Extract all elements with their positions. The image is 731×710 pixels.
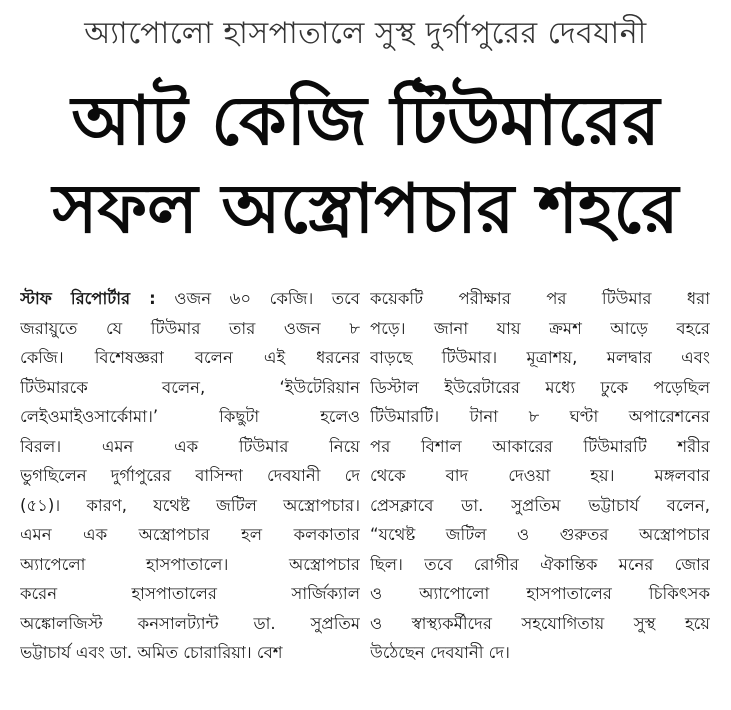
body-line: পড়ে। জানা যায় ক্রমশ আড়ে বহরে [370,318,710,338]
body-line [20,284,360,314]
body-line: ছিল। তবে রোগীর ঐকান্তিক মনের জোর [370,554,710,574]
body-line: জরায়ুতে যে টিউমার তার ওজন ৮ [20,318,360,338]
body-column-left [20,284,360,704]
body-line: লেইওমাইওসার্কোমা।’ কিছুটা হলেও [20,407,360,426]
body-line: এমন এক অস্ত্রোপচার হল কলকাতার [20,525,360,544]
body-line: বাড়ছে টিউমার। মূত্রাশয়, মলদ্বার এবং [370,348,710,367]
body-line: টিউমারটি। টানা ৮ ঘণ্টা অপারেশনের [370,407,710,426]
headline-line-1: আট কেজি টিউমারের [71,82,660,161]
body-line: (৫১)। কারণ, যথেষ্ট জটিল অস্ত্রোপচার। [20,495,360,515]
body-line: কয়েকটি পরীক্ষার পর টিউমার ধরা [370,289,710,308]
body-line: প্রেসক্লাবে ডা. সুপ্রতিম ভট্টাচার্য বলেন, [370,495,710,515]
body-line: বিরল। এমন এক টিউমার নিয়ে [20,436,360,456]
article-body [20,284,710,704]
byline: স্টাফ রিপোর্টার : [20,289,156,308]
body-line: পর বিশাল আকারের টিউমারটি শরীর [370,436,710,456]
body-line: অ্যাপেলো হাসপাতালে। অস্ত্রোপচার [20,554,360,574]
body-line: টিউমারকে বলেন, ‘ইউটেরিয়ান [20,377,360,397]
body-line: করেন হাসপাতালের সার্জিক্যাল [20,584,360,603]
body-line: থেকে বাদ দেওয়া হয়। মঙ্গলবার [370,466,710,485]
body-line: উঠেছেন দেবযানী দে। [370,643,510,662]
body-line: ও স্বাস্থ্যকর্মীদের সহযোগিতায় সুস্থ হয়ে [370,613,710,633]
body-line: ভুগছিলেন দুর্গাপুরের বাসিন্দা দেবযানী দে [20,466,360,485]
body-column-right [370,284,710,704]
body-line: “যথেষ্ট জটিল ও গুরুতর অস্ত্রোপচার [370,525,710,544]
article-headline [0,78,731,254]
body-line: ও অ্যাপোলো হাসপাতালের চিকিৎসক [370,584,710,603]
body-line-text: ওজন ৬০ কেজি। তবে [155,289,360,308]
body-line: ডিস্টাল ইউরেটারের মধ্যে ঢুকে পড়েছিল [370,377,710,397]
body-line: কেজি। বিশেষজ্ঞরা বলেন এই ধরনের [20,348,360,367]
headline-line-2: সফল অস্ত্রোপচার শহরে [52,170,679,249]
body-line: ভট্টাচার্য এবং ডা. অমিত চোরারিয়া। বেশ [20,643,283,662]
body-line: অঙ্কোলজিস্ট কনসালট্যান্ট ডা. সুপ্রতিম [20,613,360,633]
article-kicker: অ্যাপোলো হাসপাতালে সুস্থ দুর্গাপুরের দেবযানী [84,16,647,51]
